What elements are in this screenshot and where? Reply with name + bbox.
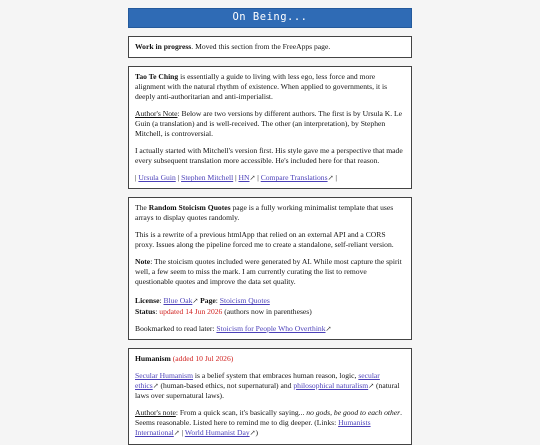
stoicism-overthink-link[interactable]: Stoicism for People Who Overthink [216,323,326,333]
humanism-note-label: Author's note [135,408,176,418]
external-link-icon: ↗ [327,174,334,183]
secular-ethics-link[interactable]: secular ethics [135,370,380,390]
page-label: Page [200,296,216,306]
humanism-note: Author's note: From a quick scan, it's basically saying... no gods, be good to each other. Seems reasonable. Listed here to remind me to dig deeper. (Links: Humanists International↗ | World Humanist Day↗) [135,408,403,438]
humanism-section [128,348,412,445]
tao-started: I actually started with Mitchell's version first. His style gave me a perspective that made every subsequent translation more accessible. He's included here for that reason. [135,146,403,166]
philosophical-naturalism-link[interactable]: philosophical naturalism [293,381,369,390]
humanism-body: Secular Humanism is a belief system that embraces human reason, logic, secular ethics↗ (human-based ethics, not supernatural) and philosophical naturalism↗ (natural laws over supernatural laws). [135,370,400,401]
tao-title: Tao Te Ching [135,72,179,82]
tao-links: | Ursula Guin | Stephen Mitchell | HN↗ | Compare Translations↗ | [135,173,337,183]
wip-label: Work in progress [135,42,192,51]
stoic-title: Random Stoicism Quotes [148,203,231,213]
hn-link[interactable]: HN [238,173,250,183]
stoicism-quotes-link[interactable]: Stoicism Quotes [219,296,270,306]
stoic-rewrite: This is a rewrite of a previous htmlApp that relied on an external API and a CORS proxy. Issues along the pipeline forced me to create a standalone, self-reliant version. [135,230,394,250]
secular-humanism-link[interactable]: Secular Humanism [135,370,193,380]
blue-oak-link[interactable]: Blue Oak [163,296,193,306]
status-value: updated 14 Jun 2026 [159,306,223,316]
stephen-mitchell-link[interactable]: Stephen Mitchell [181,173,234,183]
external-link-icon: ↗ [173,429,180,438]
humanism-added: (added 10 Jul 2026) [172,353,234,363]
stoic-note: Note: The stoicism quotes included were generated by AI. While most capture the spirit well, a few seem to miss the mark. I am currently curating the list to remove questionable quotes and improve the data set quality. [135,257,402,287]
humanists-international-link[interactable]: Humanists International [135,418,371,438]
humanism-heading [135,354,405,364]
compare-translations-link[interactable]: Compare Translations [260,173,328,183]
external-link-icon: ↗ [152,382,159,390]
ursula-guin-link[interactable]: Ursula Guin [138,173,176,183]
tao-section [128,66,412,189]
page-title: On Being... [232,11,308,24]
status-label: Status [135,306,156,316]
license-label: License [135,296,160,306]
tao-intro: Tao Te Ching is essentially a guide to living with less ego, less force and more alignment with the natural rhythm of existence. When applied to governments, it is deeply anti-authoritarian and anti-imperialist. [135,72,388,102]
stoic-note-label: Note [135,257,151,267]
external-link-icon: ↗ [249,174,256,183]
external-link-icon: ↗ [325,324,332,333]
external-link-icon: ↗ [368,382,375,390]
external-link-icon: ↗ [192,297,199,306]
external-link-icon: ↗ [249,429,256,438]
tao-note: Author's Note: Below are two versions by different authors. The first is by Ursula K. Le Guin (a translation) and is well-received. The other (an interpretation), by Stephen Mitchell, is controversial. [135,109,403,139]
content-column [128,8,412,445]
stoic-intro: The Random Stoicism Quotes page is a fully working minimalist template that uses arrays to display quotes randomly. [135,203,394,223]
tao-note-label: Author's Note [135,109,178,119]
stoic-bookmark: Bookmarked to read later: Stoicism for People Who Overthink↗ [135,323,332,333]
stoic-section [128,197,412,340]
wip-text: . Moved this section from the FreeApps page. [191,42,331,51]
page-header [128,8,412,28]
wip-notice [128,36,412,58]
humanism-italic: no gods, be good to each other [306,408,401,418]
world-humanist-day-link[interactable]: World Humanist Day [184,428,250,438]
stoic-meta: License: Blue Oak↗ Page: Stoicism Quotes Status: updated 14 Jun 2026 (authors now in parentheses) [135,296,312,316]
humanism-title: Humanism [135,353,171,363]
